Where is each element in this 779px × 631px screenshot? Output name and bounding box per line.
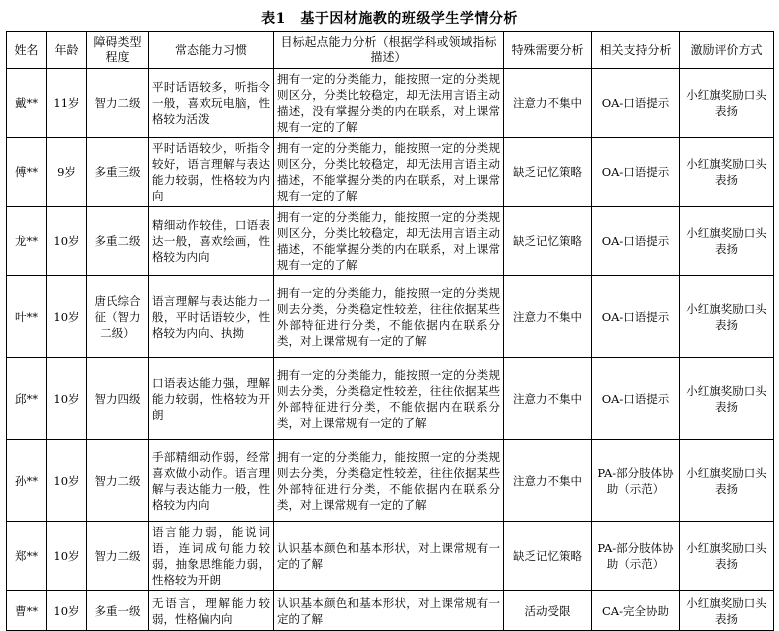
cell-name: 曹** xyxy=(7,591,47,631)
cell-name: 孙** xyxy=(7,440,47,522)
table-row xyxy=(7,440,774,522)
table-row xyxy=(7,591,774,631)
cell-support: OA-口语提示 xyxy=(592,138,680,207)
cell-ability: 拥有一定的分类能力，能按照一定的分类规则去分类，分类稳定性较差，往往依据某些外部特征进行分类，不能依据内在联系分类，对上课常规有一定的了解 xyxy=(274,276,504,358)
cell-support: PA-部分肢体协助（示范） xyxy=(592,522,680,591)
cell-need: 注意力不集中 xyxy=(504,358,592,440)
cell-name: 龙** xyxy=(7,207,47,276)
cell-support: OA-口语提示 xyxy=(592,358,680,440)
cell-support: CA-完全协助 xyxy=(592,591,680,631)
cell-ability: 拥有一定的分类能力，能按照一定的分类规则去分类，分类稳定性较差，往往依据某些外部特征进行分类，不能依据内在联系分类，对上课常规有一定的了解 xyxy=(274,358,504,440)
cell-reward: 小红旗奖励口头表扬 xyxy=(680,138,774,207)
cell-habit: 语言理解与表达能力一般，平时话语较少，性格较为内向、执拗 xyxy=(149,276,274,358)
cell-ability: 拥有一定的分类能力，能按照一定的分类规则去分类，分类稳定性较差，往往依据某些外部特征进行分类，不能依据内在联系分类，对上课常规有一定的了解 xyxy=(274,440,504,522)
col-header-ability: 目标起点能力分析（根据学科或领域指标描述） xyxy=(274,32,504,69)
cell-habit: 平时话语较少，听指令较好，语言理解与表达能力较弱，性格较为内向 xyxy=(149,138,274,207)
cell-habit: 平时话语较多，听指令一般，喜欢玩电脑，性格较为活泼 xyxy=(149,69,274,138)
cell-disability: 唐氏综合征（智力二级） xyxy=(87,276,149,358)
cell-disability: 多重三级 xyxy=(87,138,149,207)
table-row xyxy=(7,138,774,207)
cell-ability: 认识基本颜色和基本形状，对上课常规有一定的了解 xyxy=(274,591,504,631)
cell-need: 注意力不集中 xyxy=(504,69,592,138)
cell-age: 10岁 xyxy=(47,358,87,440)
cell-age: 10岁 xyxy=(47,440,87,522)
cell-age: 10岁 xyxy=(47,276,87,358)
col-header-reward: 激励评价方式 xyxy=(680,32,774,69)
cell-name: 叶** xyxy=(7,276,47,358)
cell-need: 活动受限 xyxy=(504,591,592,631)
cell-need: 缺乏记忆策略 xyxy=(504,522,592,591)
cell-disability: 智力二级 xyxy=(87,440,149,522)
table-row xyxy=(7,207,774,276)
cell-reward: 小红旗奖励口头表扬 xyxy=(680,440,774,522)
cell-support: PA-部分肢体协助（示范） xyxy=(592,440,680,522)
col-header-habit: 常态能力习惯 xyxy=(149,32,274,69)
cell-need: 缺乏记忆策略 xyxy=(504,207,592,276)
col-header-need: 特殊需要分析 xyxy=(504,32,592,69)
cell-ability: 拥有一定的分类能力，能按照一定的分类规则区分，分类比较稳定，却无法用言语主动描述，没有掌握分类的内在联系，对上课常规有一定的了解 xyxy=(274,69,504,138)
cell-disability: 智力四级 xyxy=(87,358,149,440)
col-header-disability: 障碍类型程度 xyxy=(87,32,149,69)
cell-need: 注意力不集中 xyxy=(504,440,592,522)
cell-name: 戴** xyxy=(7,69,47,138)
cell-age: 10岁 xyxy=(47,591,87,631)
cell-disability: 多重一级 xyxy=(87,591,149,631)
cell-reward: 小红旗奖励口头表扬 xyxy=(680,358,774,440)
cell-reward: 小红旗奖励口头表扬 xyxy=(680,69,774,138)
col-header-age: 年龄 xyxy=(47,32,87,69)
cell-habit: 口语表达能力强，理解能力较弱，性格较为开朗 xyxy=(149,358,274,440)
cell-need: 缺乏记忆策略 xyxy=(504,138,592,207)
col-header-name: 姓名 xyxy=(7,32,47,69)
cell-disability: 智力二级 xyxy=(87,522,149,591)
cell-age: 10岁 xyxy=(47,522,87,591)
cell-disability: 多重二级 xyxy=(87,207,149,276)
table-row xyxy=(7,522,774,591)
cell-reward: 小红旗奖励口头表扬 xyxy=(680,591,774,631)
table-row xyxy=(7,69,774,138)
table-row xyxy=(7,358,774,440)
cell-disability: 智力二级 xyxy=(87,69,149,138)
table-caption: 表1 基于因材施教的班级学生学情分析 xyxy=(261,11,518,27)
student-analysis-table xyxy=(6,31,774,631)
cell-ability: 拥有一定的分类能力，能按照一定的分类规则区分，分类比较稳定，却无法用言语主动描述，不能掌握分类的内在联系，对上课常规有一定的了解 xyxy=(274,207,504,276)
cell-name: 邱** xyxy=(7,358,47,440)
cell-age: 10岁 xyxy=(47,207,87,276)
cell-age: 9岁 xyxy=(47,138,87,207)
cell-support: OA-口语提示 xyxy=(592,69,680,138)
cell-name: 郑** xyxy=(7,522,47,591)
cell-name: 傅** xyxy=(7,138,47,207)
cell-reward: 小红旗奖励口头表扬 xyxy=(680,207,774,276)
cell-habit: 精细动作较佳，口语表达一般，喜欢绘画，性格较为内向 xyxy=(149,207,274,276)
cell-habit: 无语言，理解能力较弱，性格偏内向 xyxy=(149,591,274,631)
cell-support: OA-口语提示 xyxy=(592,207,680,276)
cell-reward: 小红旗奖励口头表扬 xyxy=(680,276,774,358)
cell-age: 11岁 xyxy=(47,69,87,138)
cell-ability: 拥有一定的分类能力，能按照一定的分类规则区分，分类比较稳定，却无法用言语主动描述，不能掌握分类的内在联系，对上课常规有一定的了解 xyxy=(274,138,504,207)
cell-ability: 认识基本颜色和基本形状，对上课常规有一定的了解 xyxy=(274,522,504,591)
cell-need: 注意力不集中 xyxy=(504,276,592,358)
cell-reward: 小红旗奖励口头表扬 xyxy=(680,522,774,591)
cell-habit: 手部精细动作弱，经常喜欢做小动作。语言理解与表达能力一般，性格较为内向 xyxy=(149,440,274,522)
col-header-support: 相关支持分析 xyxy=(592,32,680,69)
cell-habit: 语言能力弱，能说词语，连词成句能力较弱，抽象思维能力弱，性格较为开朗 xyxy=(149,522,274,591)
header-row xyxy=(7,32,774,69)
table-row xyxy=(7,276,774,358)
cell-support: OA-口语提示 xyxy=(592,276,680,358)
